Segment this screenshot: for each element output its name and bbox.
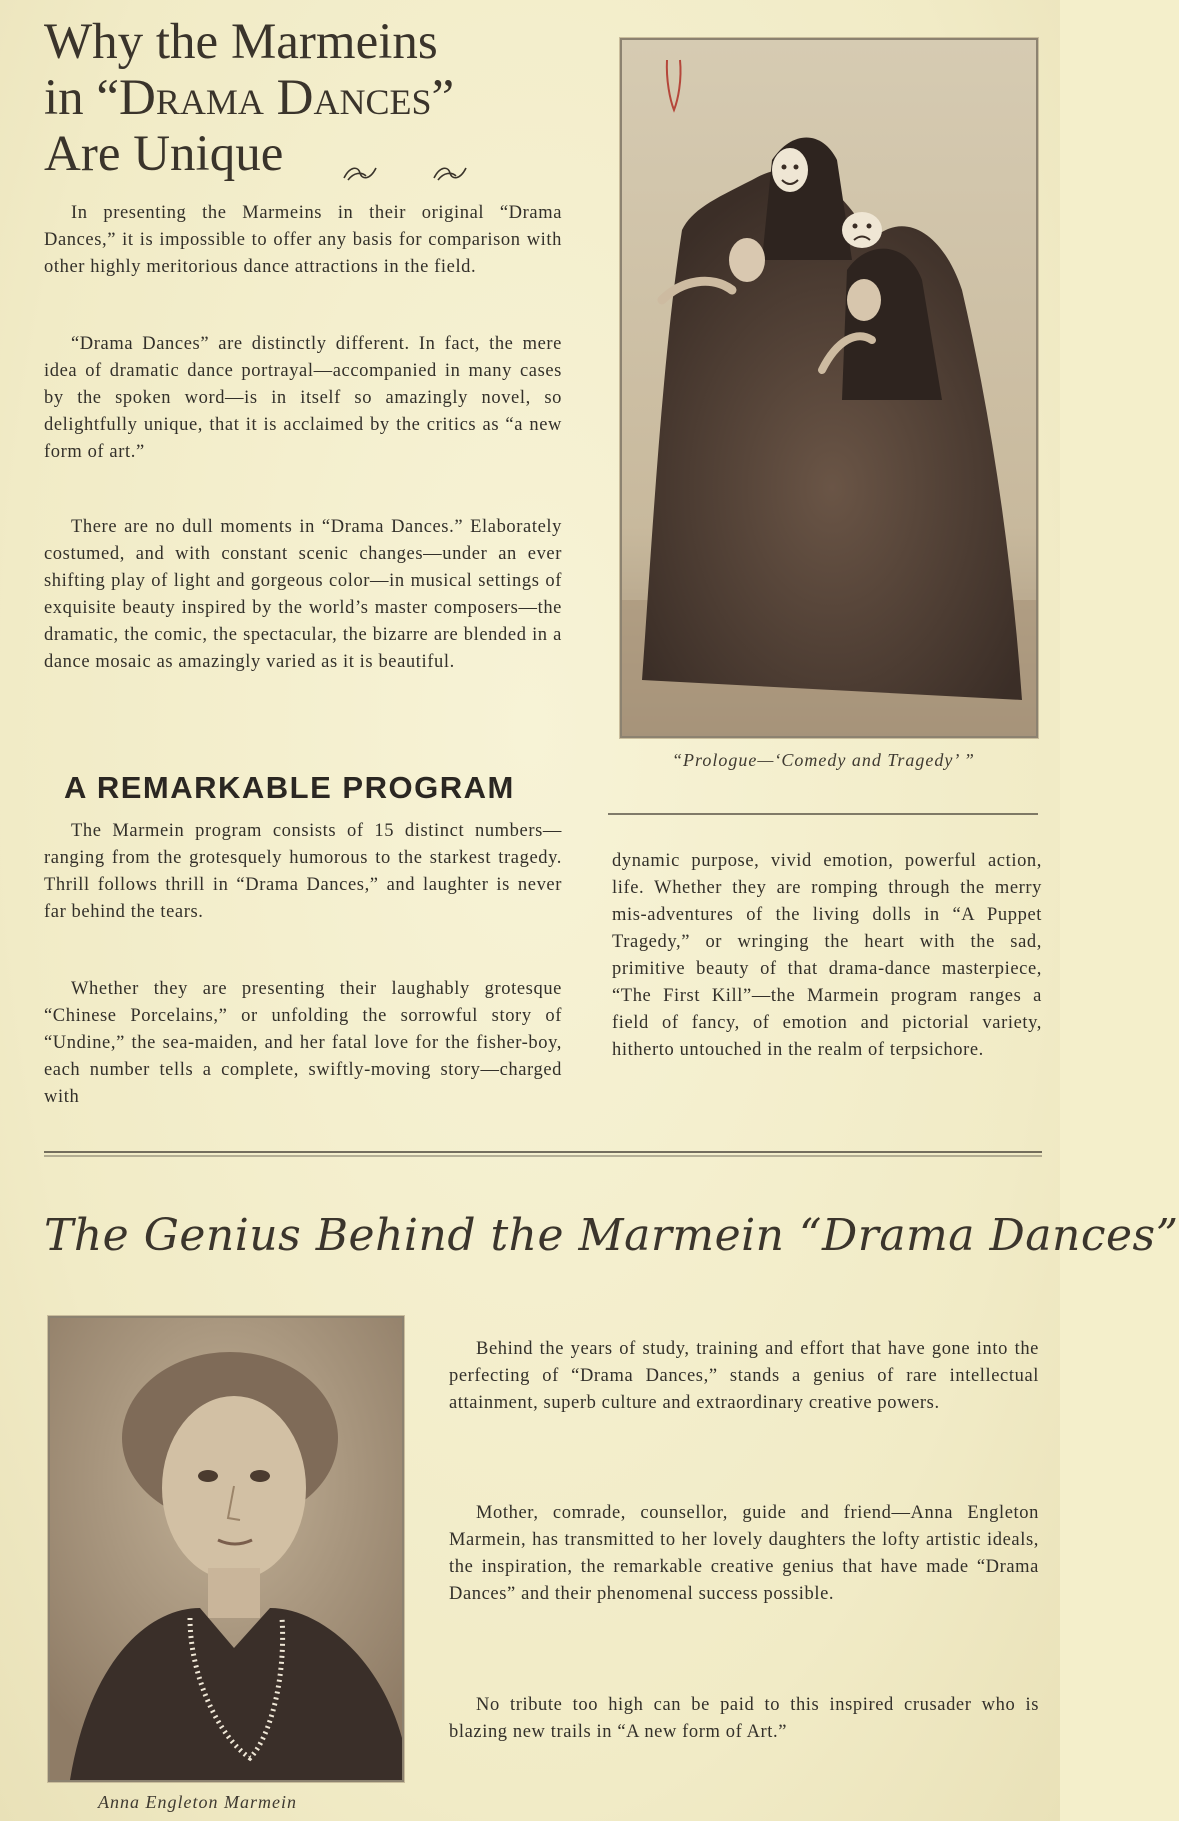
column-rule <box>608 812 1038 816</box>
program-paragraph-2: Whether they are presenting their laughably grotesque “Chinese Porcelains,” or unfolding the sorrowful story of “Undine,” the sea-maiden, and her fatal love for the fisher-boy, each number tells a complete, swiftly-moving story—charged with <box>44 979 562 1107</box>
program-paragraph-1: The Marmein program consists of 15 distinct numbers—ranging from the grotesquely humorous to the starkest tragedy. Thrill follows thrill in “Drama Dances,” and laughter is never far behind the tears. <box>44 821 562 922</box>
genius-paragraph-3: No tribute too high can be paid to this inspired crusader who is blazing new trails in “A new form of Art.” <box>449 1695 1039 1742</box>
portrait-photograph <box>48 1316 404 1782</box>
headline-line-1: Why the Marmeins <box>44 14 438 70</box>
headline-line-3: Are Unique <box>44 126 284 182</box>
flourish-ornament-icon <box>430 162 470 184</box>
portrait-photo-image <box>50 1318 402 1780</box>
flourish-ornament-icon <box>340 162 380 184</box>
intro-paragraph-1: In presenting the Marmeins in their original “Drama Dances,” it is impossible to offer any basis for comparison with other highly meritorious dance attractions in the field. <box>44 203 562 277</box>
genius-paragraph-1: Behind the years of study, training and effort that have gone into the perfecting of “Drama Dances,” stands a genius of rare intellectual attainment, superb culture and extraordinary creative powers. <box>449 1339 1039 1413</box>
genius-title: The Genius Behind the Marmein “Drama Dances” <box>44 1210 1179 1261</box>
headline-line-2 <box>44 70 604 126</box>
program-heading: A REMARKABLE PROGRAM <box>64 770 515 805</box>
headline-in: in <box>44 70 84 126</box>
genius-paragraph-2: Mother, comrade, counsellor, guide and friend—Anna Engleton Marmein, has transmitted to her lovely daughters the lofty artistic ideals, the inspiration, the remarkable creative genius that have made “Drama Dances” and their phenomenal success possible. <box>449 1503 1039 1604</box>
section-divider <box>44 1150 1042 1158</box>
prologue-photo-image <box>622 40 1036 736</box>
portrait-caption: Anna Engleton Marmein <box>98 1792 297 1812</box>
headline-drama-dances: “Drama Dances” <box>96 70 455 126</box>
prologue-photograph <box>620 38 1038 738</box>
intro-paragraph-2: “Drama Dances” are distinctly different. In fact, the mere idea of dramatic dance portrayal—accompanied in many cases by the spoken word—is in itself so amazingly novel, so delightfully unique, that it is acclaimed by the critics as “a new form of art.” <box>44 334 562 462</box>
prologue-caption: “Prologue—‘Comedy and Tragedy’ ” <box>672 750 975 770</box>
intro-paragraph-3: There are no dull moments in “Drama Dances.” Elaborately costumed, and with constant scenic changes—under an ever shifting play of light and gorgeous color—in musical settings of exquisite beauty inspired by the world’s master composers—the dramatic, the comic, the spectacular, the bizarre are blended in a dance mosaic as amazingly varied as it is beautiful. <box>44 517 562 672</box>
headline <box>44 14 604 182</box>
program-paragraph-3: dynamic purpose, vivid emotion, powerful action, life. Whether they are romping through the merry mis-adventures of the living dolls in “A Puppet Tragedy,” or wringing the heart with the sad, primitive beauty of that drama-dance masterpiece, “The First Kill”—the Marmein program ranges a field of fancy, of emotion and pictorial variety, hitherto untouched in the realm of terpsichore. <box>612 851 1042 1060</box>
